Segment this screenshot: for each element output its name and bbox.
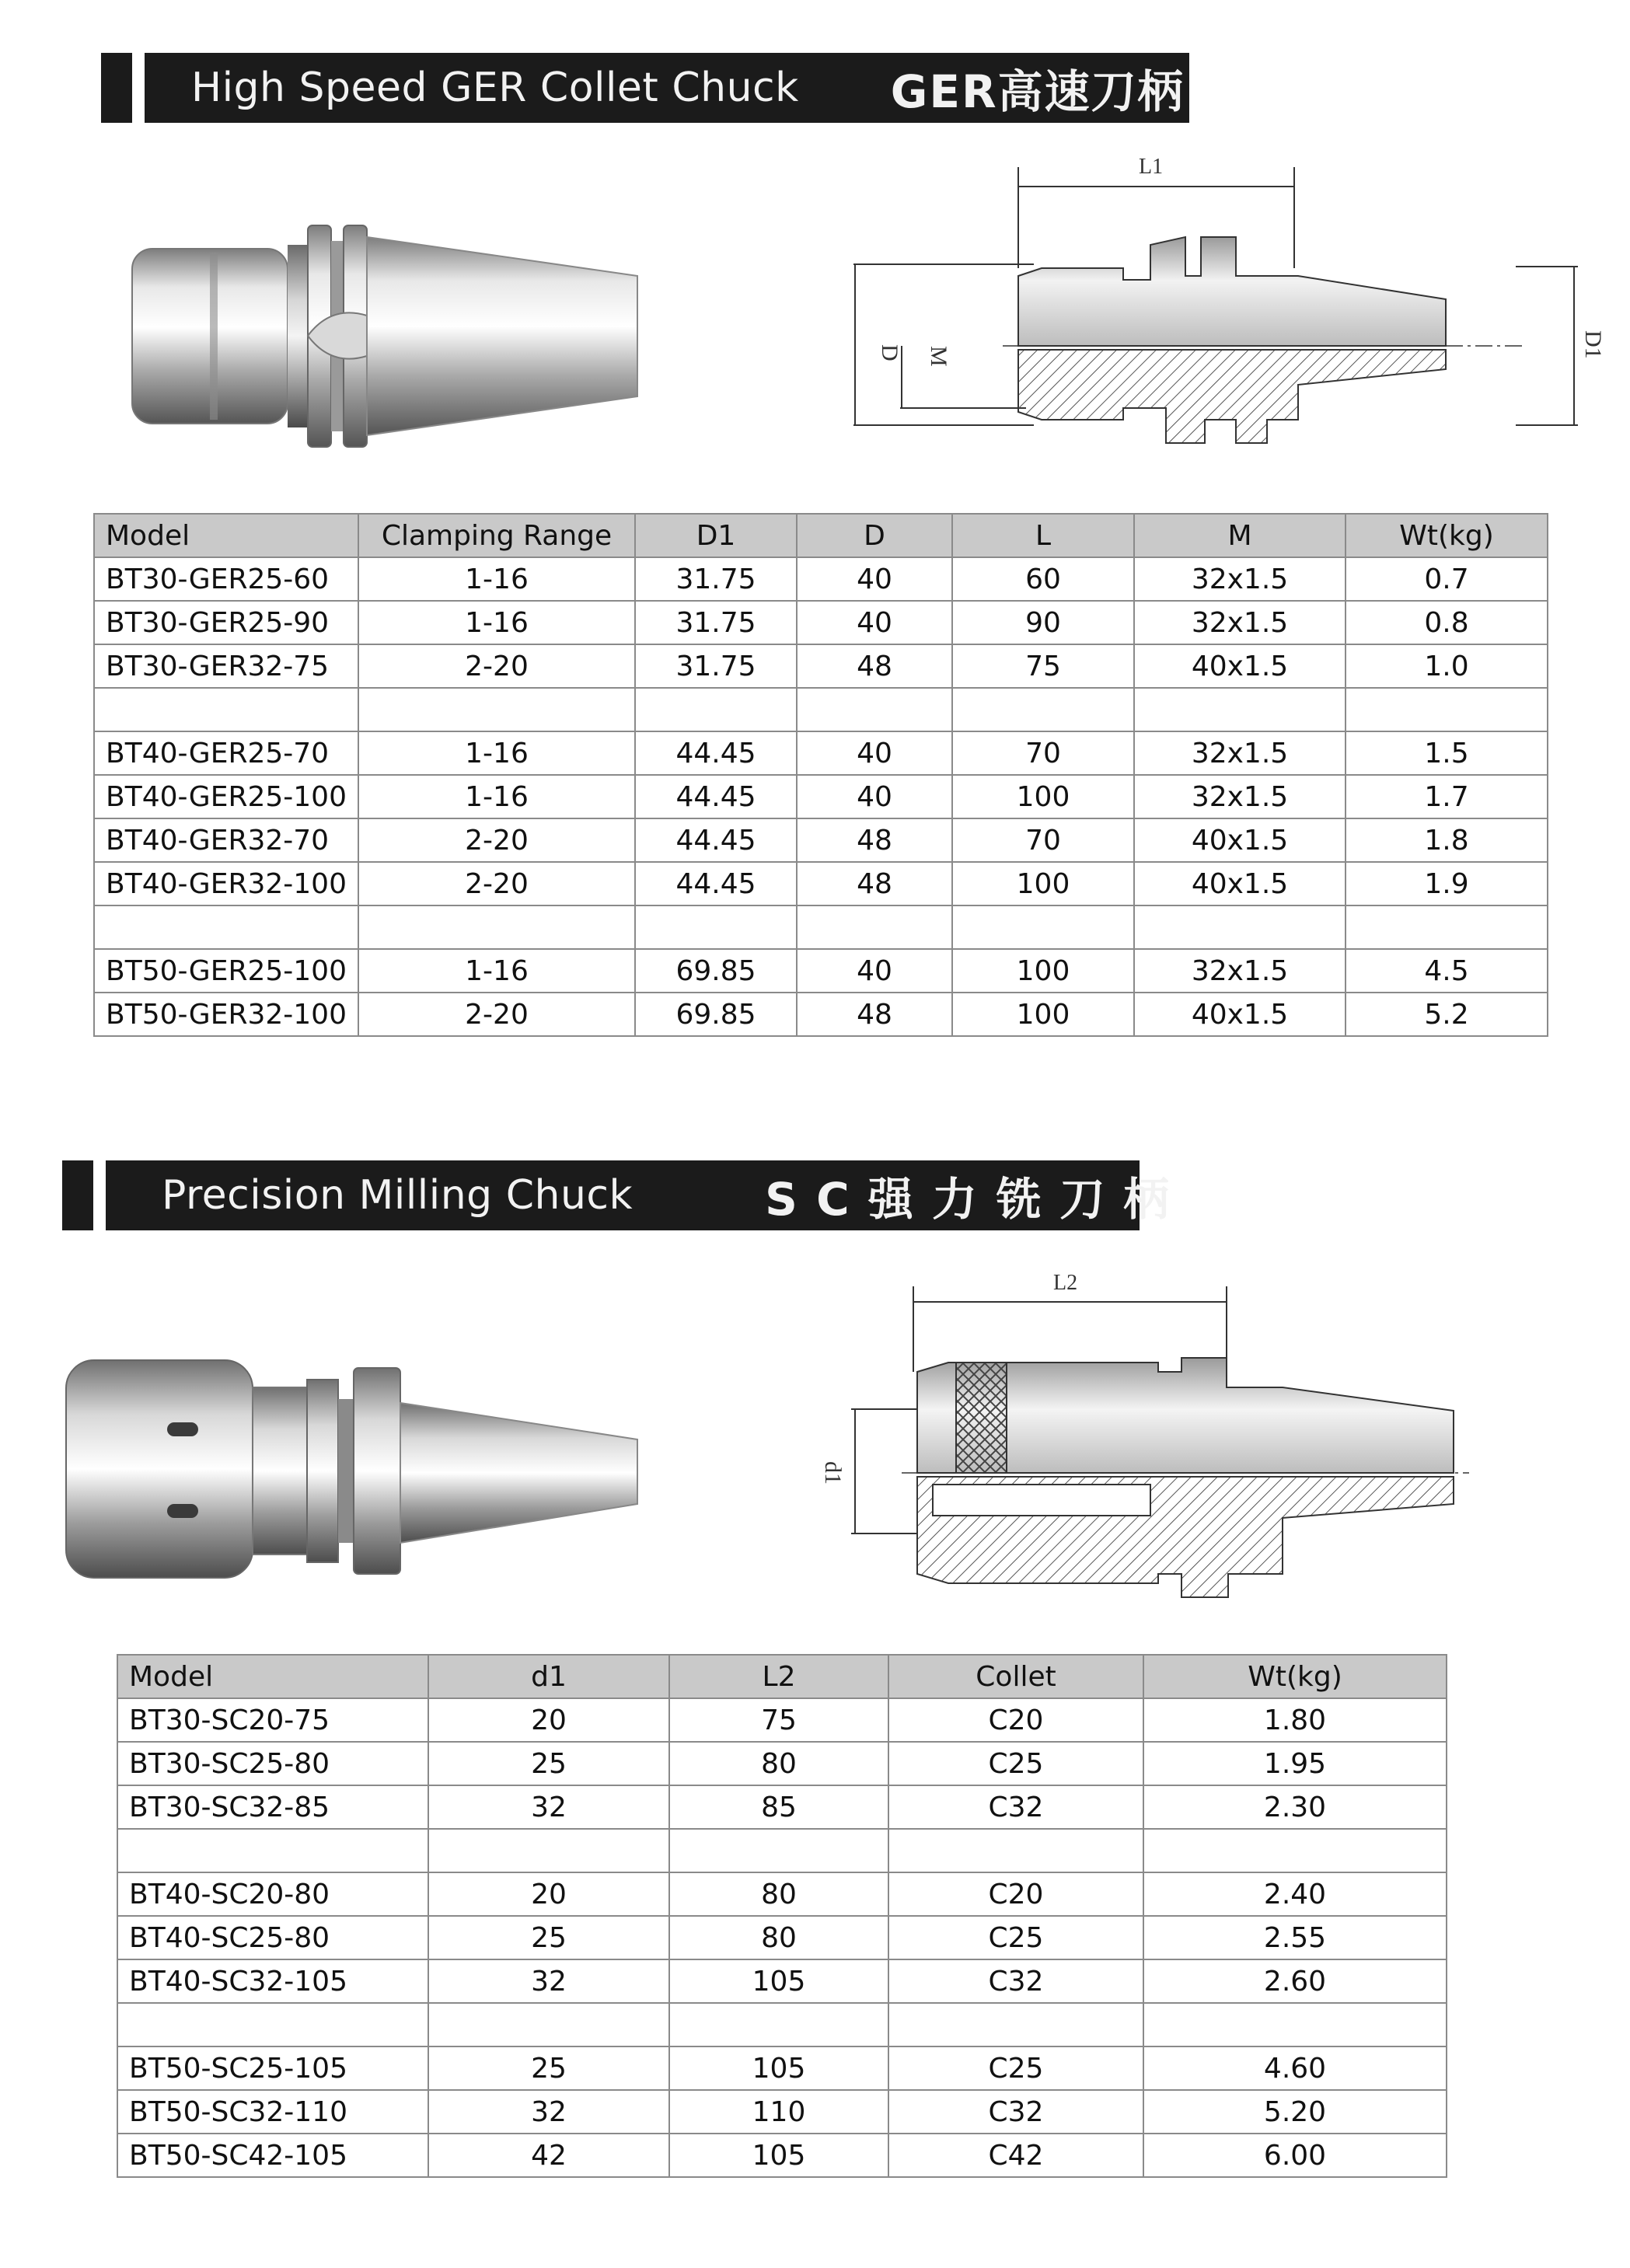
section1-title-cn: GER高速刀柄: [890, 65, 1185, 118]
table-cell: 32x1.5: [1134, 775, 1346, 818]
table-cell: 5.20: [1143, 2090, 1447, 2134]
table-cell: 90: [952, 601, 1134, 644]
header-model: Model: [117, 1655, 428, 1698]
table-cell: 2-20: [358, 862, 635, 905]
table-cell: 100: [952, 862, 1134, 905]
header-m: M: [1134, 514, 1346, 557]
header-d1: d1: [428, 1655, 669, 1698]
table-cell: 4.5: [1346, 949, 1548, 993]
drawing-label-l2: L2: [1053, 1271, 1078, 1295]
table-cell: 2.40: [1143, 1872, 1447, 1916]
sc-spec-table: [117, 1654, 1447, 2178]
table-cell: 1.80: [1143, 1698, 1447, 1742]
table-cell: 100: [952, 775, 1134, 818]
table-cell: 80: [669, 1742, 888, 1785]
table-cell: 31.75: [635, 644, 797, 688]
table-row: [117, 1829, 1447, 1872]
table-cell: 32: [428, 1959, 669, 2003]
table-cell: [1143, 1829, 1447, 1872]
table-header-row: [94, 514, 1548, 557]
table-cell: 32x1.5: [1134, 949, 1346, 993]
table-cell: 0.8: [1346, 601, 1548, 644]
table-cell: [1134, 688, 1346, 731]
banner-edge: [101, 53, 132, 123]
table-cell: 100: [952, 993, 1134, 1036]
header-d: D: [797, 514, 952, 557]
table-cell: 105: [669, 1959, 888, 2003]
table-cell: 48: [797, 993, 952, 1036]
table-cell: 2-20: [358, 818, 635, 862]
table-cell: [797, 688, 952, 731]
table-cell: [888, 2003, 1143, 2046]
model-cell: BT50-GER25-100: [94, 949, 358, 993]
table-cell: C25: [888, 2046, 1143, 2090]
header-model: Model: [94, 514, 358, 557]
table-cell: 40x1.5: [1134, 862, 1346, 905]
model-cell: BT30-SC20-75: [117, 1698, 428, 1742]
table-cell: 1-16: [358, 601, 635, 644]
table-cell: 1.7: [1346, 775, 1548, 818]
drawing-label-d: D: [877, 344, 902, 361]
section2-title-en: Precision Milling Chuck: [162, 1172, 634, 1219]
table-cell: [358, 905, 635, 949]
table-cell: 1.5: [1346, 731, 1548, 775]
table-cell: 2.30: [1143, 1785, 1447, 1829]
table-row: [94, 731, 1548, 775]
table-cell: [952, 688, 1134, 731]
table-cell: 2.55: [1143, 1916, 1447, 1959]
section2-banner: [62, 1160, 1171, 1230]
table-cell: 1.8: [1346, 818, 1548, 862]
table-cell: 40: [797, 949, 952, 993]
table-row: [117, 1698, 1447, 1742]
table-row: [117, 2134, 1447, 2177]
model-cell: [117, 2003, 428, 2046]
drawing-label-l1: L1: [1139, 155, 1164, 179]
model-cell: BT40-GER25-70: [94, 731, 358, 775]
table-cell: C32: [888, 1959, 1143, 2003]
table-cell: [1346, 688, 1548, 731]
table-cell: 110: [669, 2090, 888, 2134]
table-cell: 80: [669, 1872, 888, 1916]
section2-title-cn: S C 强 力 铣 刀 柄: [765, 1173, 1171, 1226]
table-cell: 40x1.5: [1134, 993, 1346, 1036]
table-cell: 75: [669, 1698, 888, 1742]
model-cell: BT50-GER32-100: [94, 993, 358, 1036]
table-row: [117, 2090, 1447, 2134]
table-row: [94, 993, 1548, 1036]
table-cell: 85: [669, 1785, 888, 1829]
model-cell: BT30-GER25-60: [94, 557, 358, 601]
table-row: [94, 775, 1548, 818]
model-cell: BT50-SC32-110: [117, 2090, 428, 2134]
table-row: [117, 1916, 1447, 1959]
table-cell: 1.9: [1346, 862, 1548, 905]
table-cell: [1346, 905, 1548, 949]
table-cell: [669, 1829, 888, 1872]
table-row: [117, 1742, 1447, 1785]
drawing-label-d1-small: d1: [820, 1461, 846, 1485]
table-cell: 1-16: [358, 949, 635, 993]
table-row: [94, 862, 1548, 905]
model-cell: BT30-GER32-75: [94, 644, 358, 688]
section1-banner: [101, 53, 1189, 123]
model-cell: BT40-GER32-70: [94, 818, 358, 862]
table-cell: 32x1.5: [1134, 557, 1346, 601]
table-cell: [669, 2003, 888, 2046]
drawing-label-m: M: [926, 346, 951, 367]
model-cell: BT40-SC20-80: [117, 1872, 428, 1916]
table-cell: 48: [797, 862, 952, 905]
table-cell: 42: [428, 2134, 669, 2177]
header-clamping-range: Clamping Range: [358, 514, 635, 557]
table-cell: 1.95: [1143, 1742, 1447, 1785]
table-cell: [1143, 2003, 1447, 2046]
table-cell: C25: [888, 1916, 1143, 1959]
model-cell: BT40-SC25-80: [117, 1916, 428, 1959]
table-cell: 44.45: [635, 731, 797, 775]
table-cell: 5.2: [1346, 993, 1548, 1036]
table-cell: [635, 905, 797, 949]
table-cell: 105: [669, 2134, 888, 2177]
sc-chuck-photo: [62, 1345, 661, 1593]
table-cell: C20: [888, 1872, 1143, 1916]
table-cell: [428, 2003, 669, 2046]
table-header-row: [117, 1655, 1447, 1698]
ger-chuck-drawing: [839, 152, 1606, 462]
model-cell: BT40-GER32-100: [94, 862, 358, 905]
table-cell: 31.75: [635, 601, 797, 644]
table-row: [94, 905, 1548, 949]
table-cell: C32: [888, 1785, 1143, 1829]
drawing-label-d1: D1: [1580, 330, 1606, 359]
table-cell: 100: [952, 949, 1134, 993]
table-row: [94, 557, 1548, 601]
table-cell: 0.7: [1346, 557, 1548, 601]
table-cell: 25: [428, 1916, 669, 1959]
table-row: [94, 644, 1548, 688]
table-cell: [358, 688, 635, 731]
table-row: [117, 1785, 1447, 1829]
table-cell: 32: [428, 2090, 669, 2134]
banner-bar: [106, 1160, 1171, 1230]
table-cell: 4.60: [1143, 2046, 1447, 2090]
table-cell: C32: [888, 2090, 1143, 2134]
table-cell: 40: [797, 775, 952, 818]
model-cell: [94, 688, 358, 731]
table-row: [117, 2003, 1447, 2046]
table-cell: 40: [797, 557, 952, 601]
header-l: L: [952, 514, 1134, 557]
table-cell: 44.45: [635, 862, 797, 905]
ger-spec-table: [93, 513, 1548, 1037]
table-cell: [428, 1829, 669, 1872]
ger-chuck-photo: [124, 210, 653, 466]
model-cell: BT30-SC32-85: [117, 1785, 428, 1829]
model-cell: [94, 905, 358, 949]
table-cell: 105: [669, 2046, 888, 2090]
table-cell: 1.0: [1346, 644, 1548, 688]
model-cell: BT40-SC32-105: [117, 1959, 428, 2003]
table-row: [94, 949, 1548, 993]
table-row: [94, 601, 1548, 644]
header-collet: Collet: [888, 1655, 1143, 1698]
banner-bar: [145, 53, 1189, 123]
table-cell: 80: [669, 1916, 888, 1959]
model-cell: BT40-GER25-100: [94, 775, 358, 818]
header-weight: Wt(kg): [1346, 514, 1548, 557]
table-cell: 6.00: [1143, 2134, 1447, 2177]
table-cell: 48: [797, 644, 952, 688]
table-cell: 69.85: [635, 993, 797, 1036]
table-row: [94, 818, 1548, 862]
table-row: [117, 1959, 1447, 2003]
model-cell: BT50-SC25-105: [117, 2046, 428, 2090]
table-cell: C25: [888, 1742, 1143, 1785]
model-cell: BT50-SC42-105: [117, 2134, 428, 2177]
table-cell: 25: [428, 2046, 669, 2090]
table-cell: 40: [797, 601, 952, 644]
table-cell: [635, 688, 797, 731]
table-cell: 44.45: [635, 775, 797, 818]
table-cell: 32x1.5: [1134, 601, 1346, 644]
model-cell: BT30-SC25-80: [117, 1742, 428, 1785]
sc-chuck-drawing: [816, 1271, 1609, 1613]
table-cell: 40x1.5: [1134, 818, 1346, 862]
table-cell: C20: [888, 1698, 1143, 1742]
table-cell: 25: [428, 1742, 669, 1785]
table-cell: C42: [888, 2134, 1143, 2177]
table-row: [117, 2046, 1447, 2090]
table-cell: 40: [797, 731, 952, 775]
table-cell: 44.45: [635, 818, 797, 862]
table-cell: 70: [952, 818, 1134, 862]
header-weight: Wt(kg): [1143, 1655, 1447, 1698]
model-cell: [117, 1829, 428, 1872]
table-cell: [888, 1829, 1143, 1872]
table-cell: 69.85: [635, 949, 797, 993]
model-cell: BT30-GER25-90: [94, 601, 358, 644]
table-cell: 1-16: [358, 775, 635, 818]
section1-title-en: High Speed GER Collet Chuck: [191, 65, 799, 111]
table-row: [94, 688, 1548, 731]
table-cell: 32: [428, 1785, 669, 1829]
table-cell: 48: [797, 818, 952, 862]
table-cell: 2-20: [358, 993, 635, 1036]
header-l2: L2: [669, 1655, 888, 1698]
table-cell: 2.60: [1143, 1959, 1447, 2003]
table-cell: 70: [952, 731, 1134, 775]
table-cell: 1-16: [358, 731, 635, 775]
table-cell: 40x1.5: [1134, 644, 1346, 688]
table-cell: 2-20: [358, 644, 635, 688]
table-cell: 20: [428, 1698, 669, 1742]
table-cell: 75: [952, 644, 1134, 688]
table-cell: [952, 905, 1134, 949]
banner-edge: [62, 1160, 93, 1230]
table-cell: 32x1.5: [1134, 731, 1346, 775]
table-cell: 60: [952, 557, 1134, 601]
table-cell: [797, 905, 952, 949]
table-cell: 31.75: [635, 557, 797, 601]
table-cell: 20: [428, 1872, 669, 1916]
table-row: [117, 1872, 1447, 1916]
table-cell: [1134, 905, 1346, 949]
table-cell: 1-16: [358, 557, 635, 601]
header-d1: D1: [635, 514, 797, 557]
